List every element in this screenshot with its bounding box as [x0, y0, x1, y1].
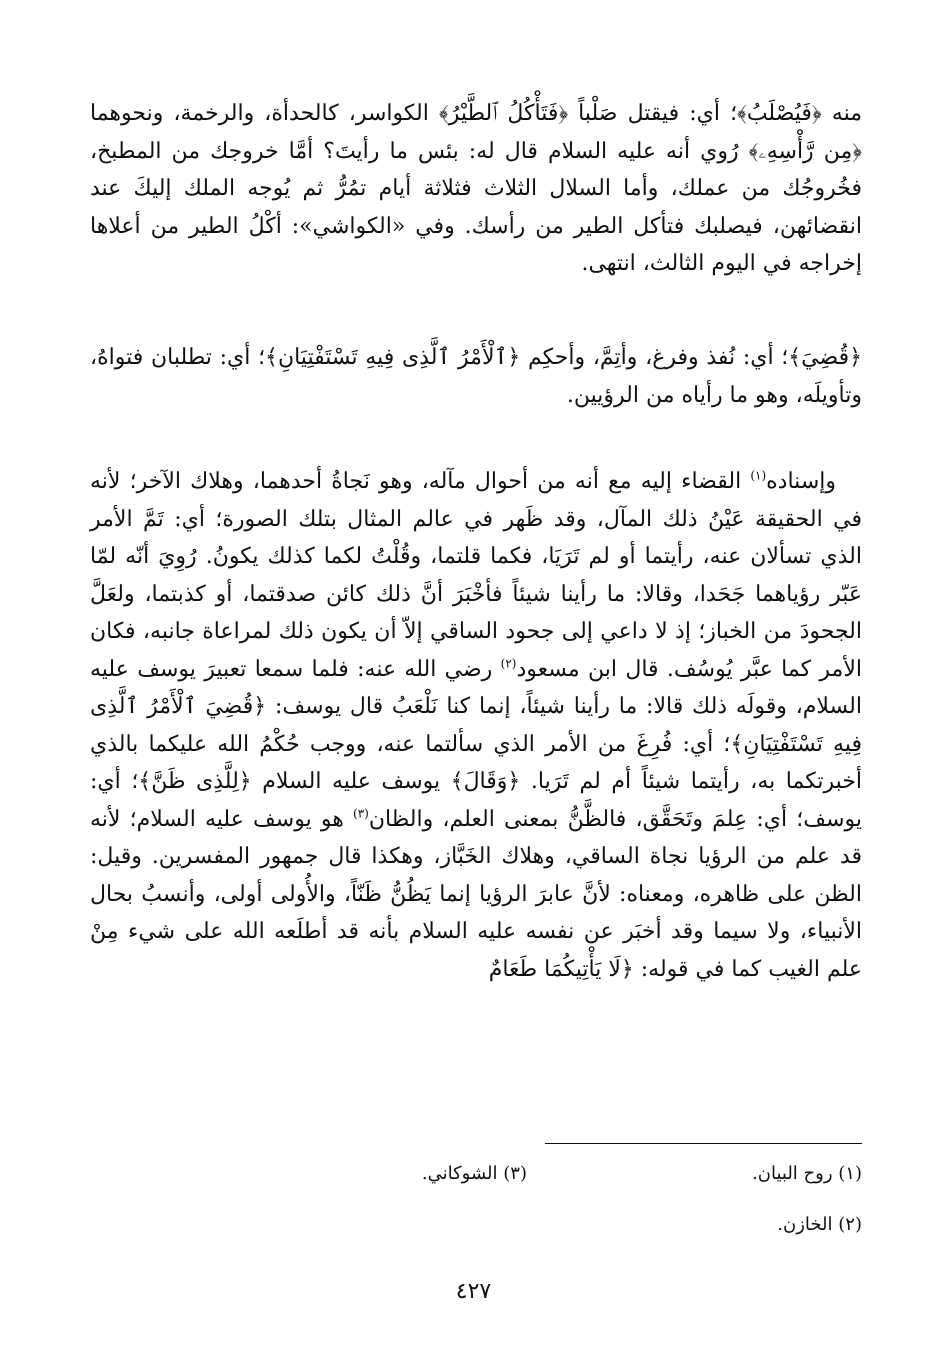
footnote-3	[422, 1162, 527, 1186]
footnote-2-text: الخازن.	[777, 1214, 833, 1235]
paragraph-3-part-c: هو يوسف عليه السلام؛ لأنه قد علم من الرؤيا نجاة الساقي، وهلاك الخَبَّاز، وهكذا قال جمهور المفسرين. وقيل: الظن على ظاهره، ومعناه: لأنَّ عابرَ الرؤيا إنما يَظُنُّ ظَنّاً، والأُولى أولى، وأنسبُ بحال الأنبياء، ولا سيما وقد أخبَر عن نفسه عليه السلام بأنه قد أطلَعه الله على شيء مِنْ علم الغيب كما في قوله: ﴿لَا يَأْتِيكُمَا طَعَامٌ	[90, 806, 862, 982]
footnote-ref-2: (٢)	[500, 656, 517, 671]
footnote-2-marker: (٢)	[838, 1214, 862, 1235]
paragraph-3-part-a: القضاء إليه مع أنه من أحوال مآله، وهو نَجاةُ أحدهما، وهلاك الآخر؛ لأنه في الحقيقة عَيْنُ ذلك المآل، وقد ظَهر في عالم المثال بتلك الصورة؛ أي: تَمَّ الأمر الذي تسألان عنه، رأيتما أو لم تَرَيَا، فكما قلتما، وقُلْتُ لكما كذلك يكونُ. رُوِيَ أنّه لمّا عَبّر رؤياهما جَحَدا، وقالا: ما رأينا شيئاً فأخْبَرَ أنَّ ذلك كائن صدقتما، أو كذبتما، ولعَلَّ الجحودَ من الخباز؛ إذ لا داعي إلى جحود الساقي إلاّ أن يكون ذلك لمراعاة جانبه، فكان الأمر كما عبَّر يُوسُف. قال ابن مسعود	[90, 469, 862, 682]
paragraph-2: ﴿قُضِيَ﴾؛ أي: نُفذ وفرغ، وأتِمَّ، وأحكِم ﴿ٱلْأَمْرُ ٱلَّذِى فِيهِ تَسْتَفْتِيَانِ﴾؛ أي: تطلبان فتواهُ، وتأويلَه، وهو ما رأياه من الرؤيين.	[90, 345, 862, 408]
page-number: ٤٢٧	[455, 1279, 492, 1304]
paragraph-1: منه ﴿فَيُصْلَبُ﴾؛ أي: فيقتل صَلْباً ﴿فَتَأْكُلُ ٱلطَّيْرُ﴾ الكواسر، كالحدأة، والرخمة، ونحوهما ﴿مِن رَّأْسِهِۦ﴾ رُوي أنه عليه السلام قال له: بئس ما رأيتَ؟ أمَّا خروجك من المطبخ، فخُروجُك من عملك، وأما السلال الثلاث فثلاثة أيام تمُرُّ ثم يُوجه الملك إليكَ عند انقضائهن، فيصلبك فتأكل الطير من رأسك. وفي «الكواشي»: أكْلُ الطير من أعلاها إخراجه في اليوم الثالث، انتهى.	[90, 101, 862, 276]
footnote-3-marker: (٣)	[503, 1163, 527, 1184]
footnote-1-marker: (١)	[838, 1163, 862, 1184]
footnote-ref-1: (١)	[750, 468, 767, 483]
footnote-ref-3: (٣)	[353, 806, 369, 821]
footnote-1	[752, 1162, 862, 1186]
footnote-2	[777, 1213, 862, 1237]
paragraph-3	[90, 463, 862, 988]
footnote-divider	[545, 1143, 862, 1144]
paragraph-3-part-b: رضي الله عنه: فلما سمعا تعبيرَ يوسف عليه السلام، وقولَه ذلك قالا: ما رأينا شيئاً، إنما كنا نَلْعَبُ قال يوسف: ﴿قُضِيَ ٱلْأَمْرُ ٱلَّذِى فِيهِ تَسْتَفْتِيَانِ﴾؛ أي: فُرِغَ من الأمر الذي سألتما عنه، ووجب حُكْمُ الله عليكما بالذي أخبرتكما به، رأيتما شيئاً أم لم تَرَيا. ﴿وَقَالَ﴾ يوسف عليه السلام ﴿لِلَّذِى ظَنَّ﴾؛ أي: يوسف؛ أي: عِلمَ وتَحَقَّق، فالظَّنُّ بمعنى العلم، والظان	[90, 656, 862, 832]
footnote-3-text: الشوكاني.	[421, 1163, 498, 1184]
paragraph-3-intro: وإسناده	[766, 469, 836, 494]
footnote-1-text: روح البيان.	[752, 1163, 833, 1184]
